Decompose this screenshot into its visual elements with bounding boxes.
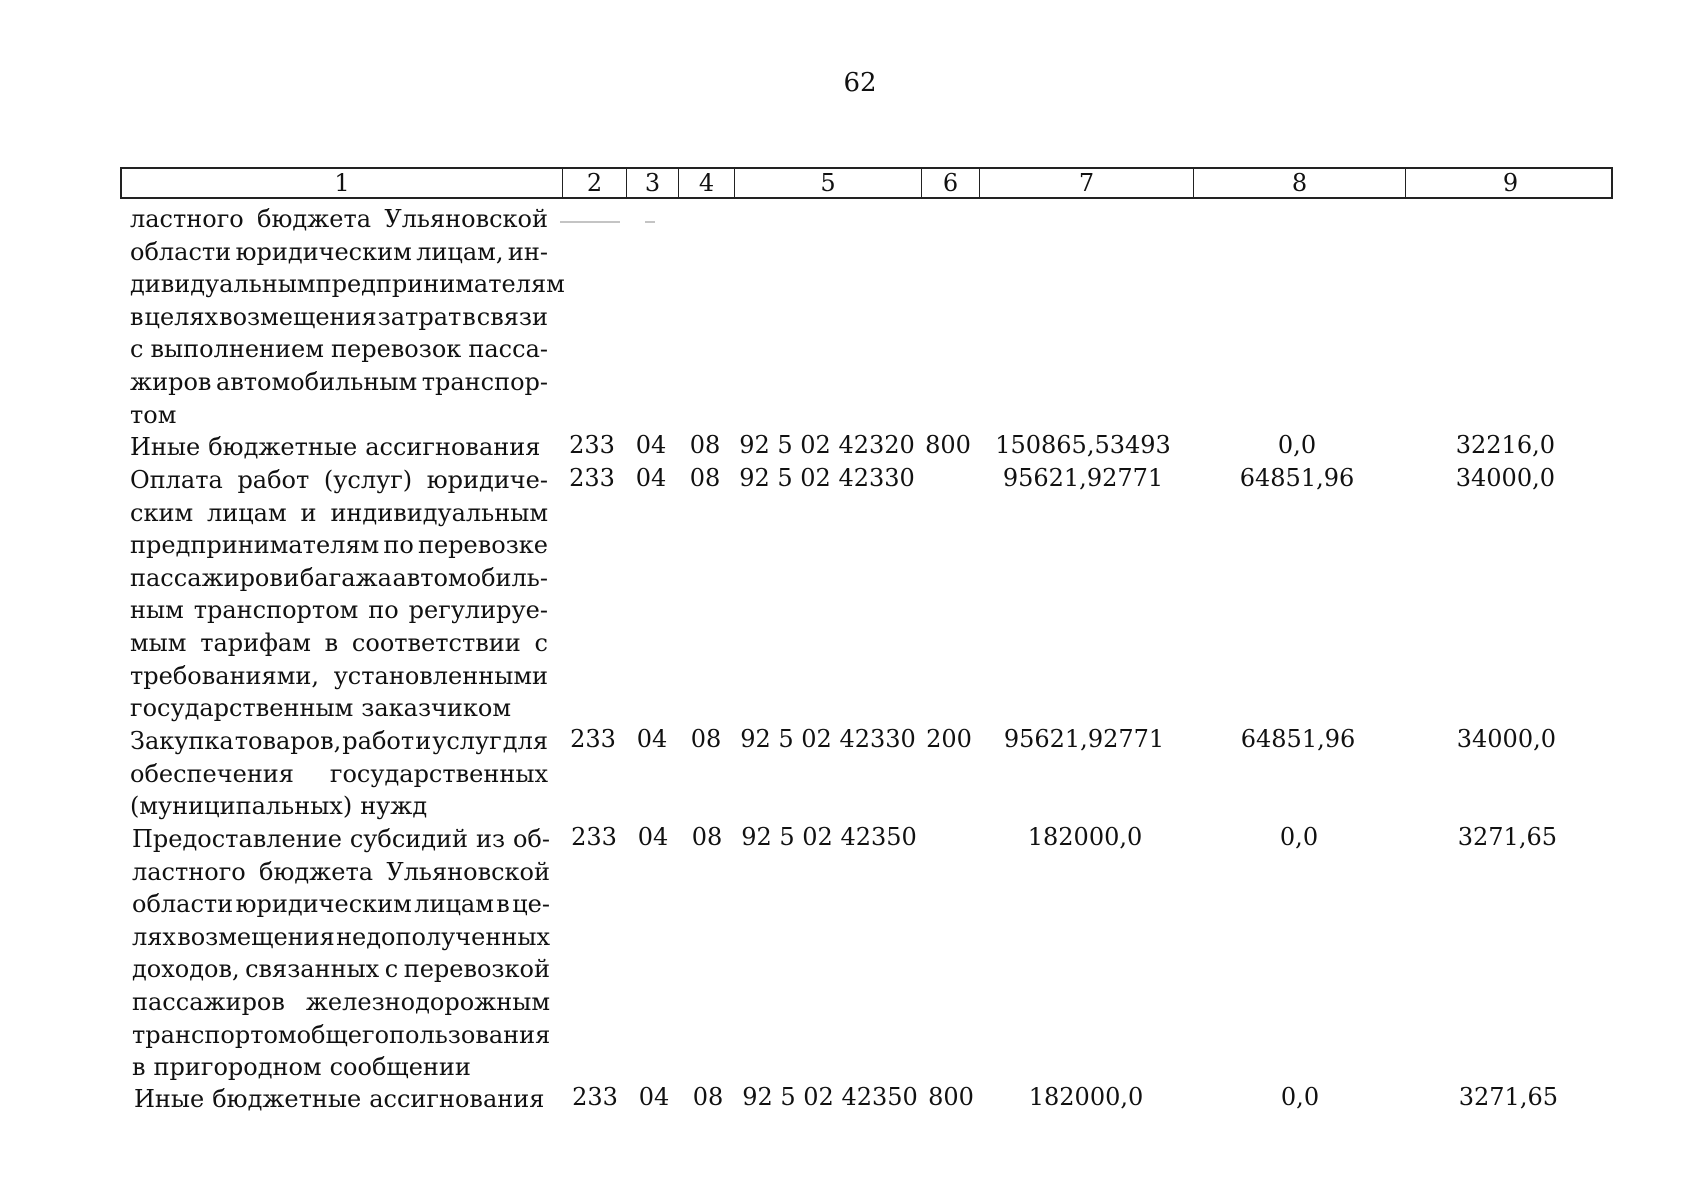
description-line: транспортом общего пользования (132, 1020, 551, 1049)
cell-col-7: 182000,0 (1028, 1083, 1144, 1111)
cell-col-2: 233 (569, 464, 615, 492)
cell-col-8: 64851,96 (1239, 464, 1355, 492)
cell-col-3: 04 (637, 823, 669, 851)
description-line: в целях возмещения затрат в связи (130, 302, 548, 331)
scan-smudge (560, 221, 620, 223)
cell-col-2: 233 (571, 823, 617, 851)
description-line: ным транспортом по регулируе- (130, 596, 548, 625)
cell-col-7: 95621,92771 (1003, 725, 1165, 753)
cell-col-8: 64851,96 (1240, 725, 1356, 753)
cell-col-9: 3271,65 (1457, 823, 1557, 851)
cell-col-8: 0,0 (1280, 1083, 1320, 1111)
cell-col-5: 92 5 02 42350 (742, 1083, 918, 1111)
description-line: мым тарифам в соответствии с (130, 628, 548, 657)
scan-smudge (645, 221, 655, 223)
description-line: требованиями, установленными (130, 661, 548, 690)
cell-col-3: 04 (636, 725, 668, 753)
description-line: области юридическим лицам, ин- (130, 237, 548, 266)
cell-col-7: 150865,53493 (995, 431, 1171, 459)
cell-col-2: 233 (569, 431, 615, 459)
row-description (130, 203, 565, 431)
row-description (134, 1083, 552, 1116)
cell-col-4: 08 (692, 1083, 724, 1111)
column-header-1: 1 (122, 169, 563, 197)
cell-col-3: 04 (635, 464, 667, 492)
description-line: доходов, связанных с перевозкой (132, 955, 550, 984)
cell-col-4: 08 (689, 431, 721, 459)
cell-col-8: 0,0 (1277, 431, 1317, 459)
column-header-2: 2 (563, 169, 627, 197)
cell-col-8: 0,0 (1279, 823, 1319, 851)
description-line: ским лицам и индивидуальным (130, 498, 548, 527)
description-line: (муниципальных) нужд (130, 792, 428, 821)
description-line: ластного бюджета Ульяновской (132, 857, 550, 886)
page-number: 62 (843, 68, 877, 98)
description-line: том (130, 400, 177, 429)
cell-col-6: 200 (926, 725, 972, 753)
row-description (130, 464, 548, 725)
cell-col-4: 08 (691, 823, 723, 851)
cell-col-5: 92 5 02 42350 (741, 823, 917, 851)
description-line: лях возмещения недополученных (132, 922, 550, 951)
column-header-8: 8 (1194, 169, 1406, 197)
description-line: Оплата работ (услуг) юридиче- (130, 466, 548, 494)
description-line: области юридическим лицам в це- (132, 890, 550, 919)
column-header-6: 6 (922, 169, 980, 197)
cell-col-9: 3271,65 (1458, 1083, 1558, 1111)
cell-col-7: 182000,0 (1027, 823, 1143, 851)
cell-col-2: 233 (572, 1083, 618, 1111)
cell-col-7: 95621,92771 (1002, 464, 1164, 492)
description-line: обеспечения государственных (130, 759, 548, 788)
column-header-4: 4 (679, 169, 735, 197)
cell-col-9: 34000,0 (1455, 464, 1555, 492)
cell-col-4: 08 (689, 464, 721, 492)
description-line: предпринимателям по перевозке (130, 531, 548, 560)
row-description (132, 823, 550, 1084)
cell-col-4: 08 (690, 725, 722, 753)
description-line: Иные бюджетные ассигнования (130, 433, 541, 461)
cell-col-5: 92 5 02 42330 (740, 725, 916, 753)
column-header-7: 7 (980, 169, 1194, 197)
description-line: с выполнением перевозок пасса- (130, 335, 548, 364)
description-line: государственным заказчиком (130, 694, 512, 723)
cell-col-3: 04 (638, 1083, 670, 1111)
column-header-5: 5 (735, 169, 922, 197)
cell-col-5: 92 5 02 42330 (739, 464, 915, 492)
cell-col-6: 800 (928, 1083, 974, 1111)
cell-col-9: 34000,0 (1456, 725, 1556, 753)
row-description (130, 431, 548, 464)
description-line: жиров автомобильным транспор- (130, 367, 548, 396)
cell-col-3: 04 (635, 431, 667, 459)
cell-col-9: 32216,0 (1455, 431, 1555, 459)
column-header-row (120, 167, 1613, 199)
description-line: пассажиров железнодорожным (132, 987, 550, 1016)
description-line: пассажиров и багажа автомобиль- (130, 563, 548, 592)
description-line: Закупка товаров, работ и услуг для (130, 727, 548, 755)
description-line: в пригородном сообщении (132, 1053, 471, 1082)
cell-col-5: 92 5 02 42320 (739, 431, 915, 459)
description-line: дивидуальным предпринимателям (130, 270, 565, 299)
description-line: Предоставление субсидий из об- (132, 825, 550, 853)
description-line: ластного бюджета Ульяновской (130, 205, 548, 233)
description-line: Иные бюджетные ассигнования (134, 1085, 545, 1113)
cell-col-6: 800 (925, 431, 971, 459)
row-description (130, 725, 548, 823)
column-header-9: 9 (1502, 169, 1519, 197)
cell-col-2: 233 (570, 725, 616, 753)
column-header-3: 3 (627, 169, 679, 197)
